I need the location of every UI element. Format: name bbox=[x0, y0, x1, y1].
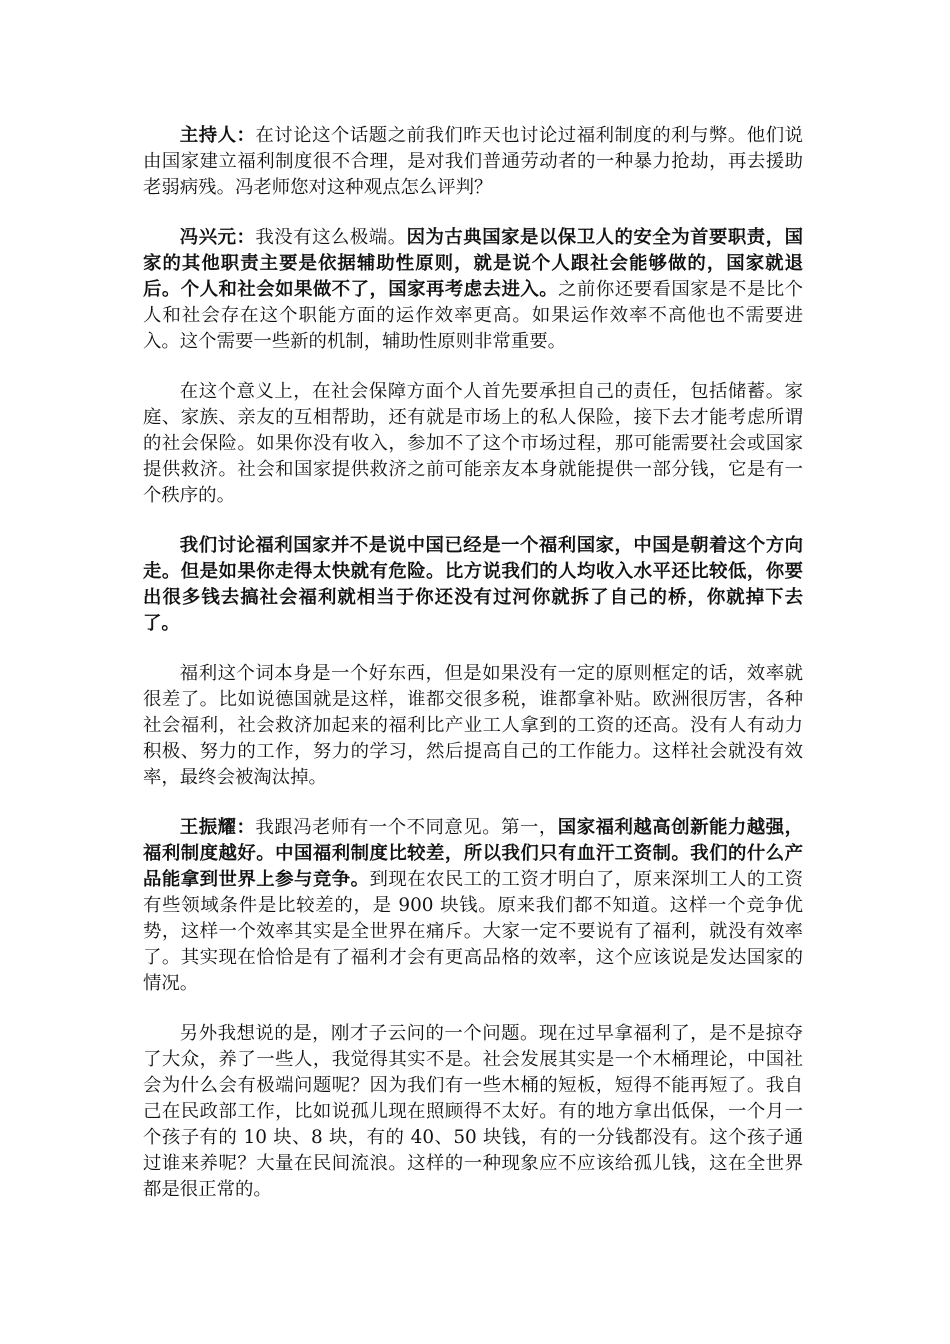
paragraph-text-bold: 国家福利越高创新能力越强，福利制度越好。中国福利制度比较差，所以我们只有血汗工资制。我们的什么产品能拿到世界上参与竞争。 bbox=[143, 817, 803, 890]
paragraph-text: 到现在农民工的工资才明白了，原来深圳工人的工资有些领域条件是比较差的，是 900 块钱。原来我们都不知道。这样一个竞争优势，这样一个效率其实是全世界在痛斥。大家一定不要说有了福利，就没有效率了。其实现在恰恰是有了福利才会有更高品格的效率，这个应该说是发达国家的情况。 bbox=[143, 869, 803, 994]
paragraph-welfare-efficiency bbox=[143, 661, 803, 791]
paragraph-orphans bbox=[143, 1021, 803, 1203]
paragraph-text-bold: 我们讨论福利国家并不是说中国已经是一个福利国家，中国是朝着这个方向走。但是如果你走得太快就有危险。比方说我们的人均收入水平还比较低，你要出很多钱去搞社会福利就相当于你还没有过河你就拆了自己的桥，你就掉下去了。 bbox=[143, 535, 803, 634]
paragraph-text: 之前你还要看国家是不是比个人和社会存在这个职能方面的运作效率更高。如果运作效率不高他也不需要进入。这个需要一些新的机制，辅助性原则非常重要。 bbox=[143, 279, 803, 352]
paragraph-text: 在这个意义上，在社会保障方面个人首先要承担自己的责任，包括储蓄。家庭、家族、亲友的互相帮助，还有就是市场上的私人保险，接下去才能考虑所谓的社会保险。如果你没有收入，参加不了这个市场过程，那可能需要社会或国家提供救济。社会和国家提供救济之前可能亲友本身就能提供一部分钱，它是有一个秩序的。 bbox=[143, 381, 803, 506]
speaker-label: 主持人： bbox=[179, 125, 256, 146]
speaker-label: 王振耀： bbox=[179, 817, 256, 838]
paragraph-text: 我跟冯老师有一个不同意见。第一， bbox=[255, 817, 558, 838]
paragraph-host-question bbox=[143, 123, 803, 201]
paragraph-feng-answer bbox=[143, 225, 803, 355]
paragraph-text: 另外我想说的是，刚才子云问的一个问题。现在过早拿福利了，是不是掠夺了大众，养了一些人，我觉得其实不是。社会发展其实是一个木桶理论，中国社会为什么会有极端问题呢？因为我们有一些木桶的短板，短得不能再短了。我自己在民政部工作，比如说孤儿现在照顾得不太好。有的地方拿出低保，一个月一个孩子有的 10 块、8 块，有的 40、50 块钱，有的一分钱都没有。这个孩子通过谁来养呢？大量在民间流浪。这样的一种现象应不应该给孤儿钱，这在全世界都是很正常的。 bbox=[143, 1023, 803, 1200]
paragraph-social-security bbox=[143, 379, 803, 509]
paragraph-wang-answer bbox=[143, 815, 803, 997]
paragraph-text: 我没有这么极端。 bbox=[255, 227, 407, 248]
paragraph-welfare-state bbox=[143, 533, 803, 637]
paragraph-text-bold: 因为古典国家是以保卫人的安全为首要职责，国家的其他职责主要是依据辅助性原则，就是说个人跟社会能够做的，国家就退后。个人和社会如果做不了，国家再考虑去进入。 bbox=[143, 227, 803, 300]
speaker-label: 冯兴元： bbox=[179, 227, 256, 248]
paragraph-text: 在讨论这个话题之前我们昨天也讨论过福利制度的利与弊。他们说由国家建立福利制度很不合理，是对我们普通劳动者的一种暴力抢劫，再去援助老弱病残。冯老师您对这种观点怎么评判？ bbox=[143, 125, 803, 198]
document-body bbox=[143, 123, 803, 1227]
paragraph-text: 福利这个词本身是一个好东西，但是如果没有一定的原则框定的话，效率就很差了。比如说德国就是这样，谁都交很多税，谁都拿补贴。欧洲很厉害，各种社会福利，社会救济加起来的福利比产业工人拿到的工资的还高。没有人有动力积极、努力的工作，努力的学习，然后提高自己的工作能力。这样社会就没有效率，最终会被淘汰掉。 bbox=[143, 663, 803, 788]
